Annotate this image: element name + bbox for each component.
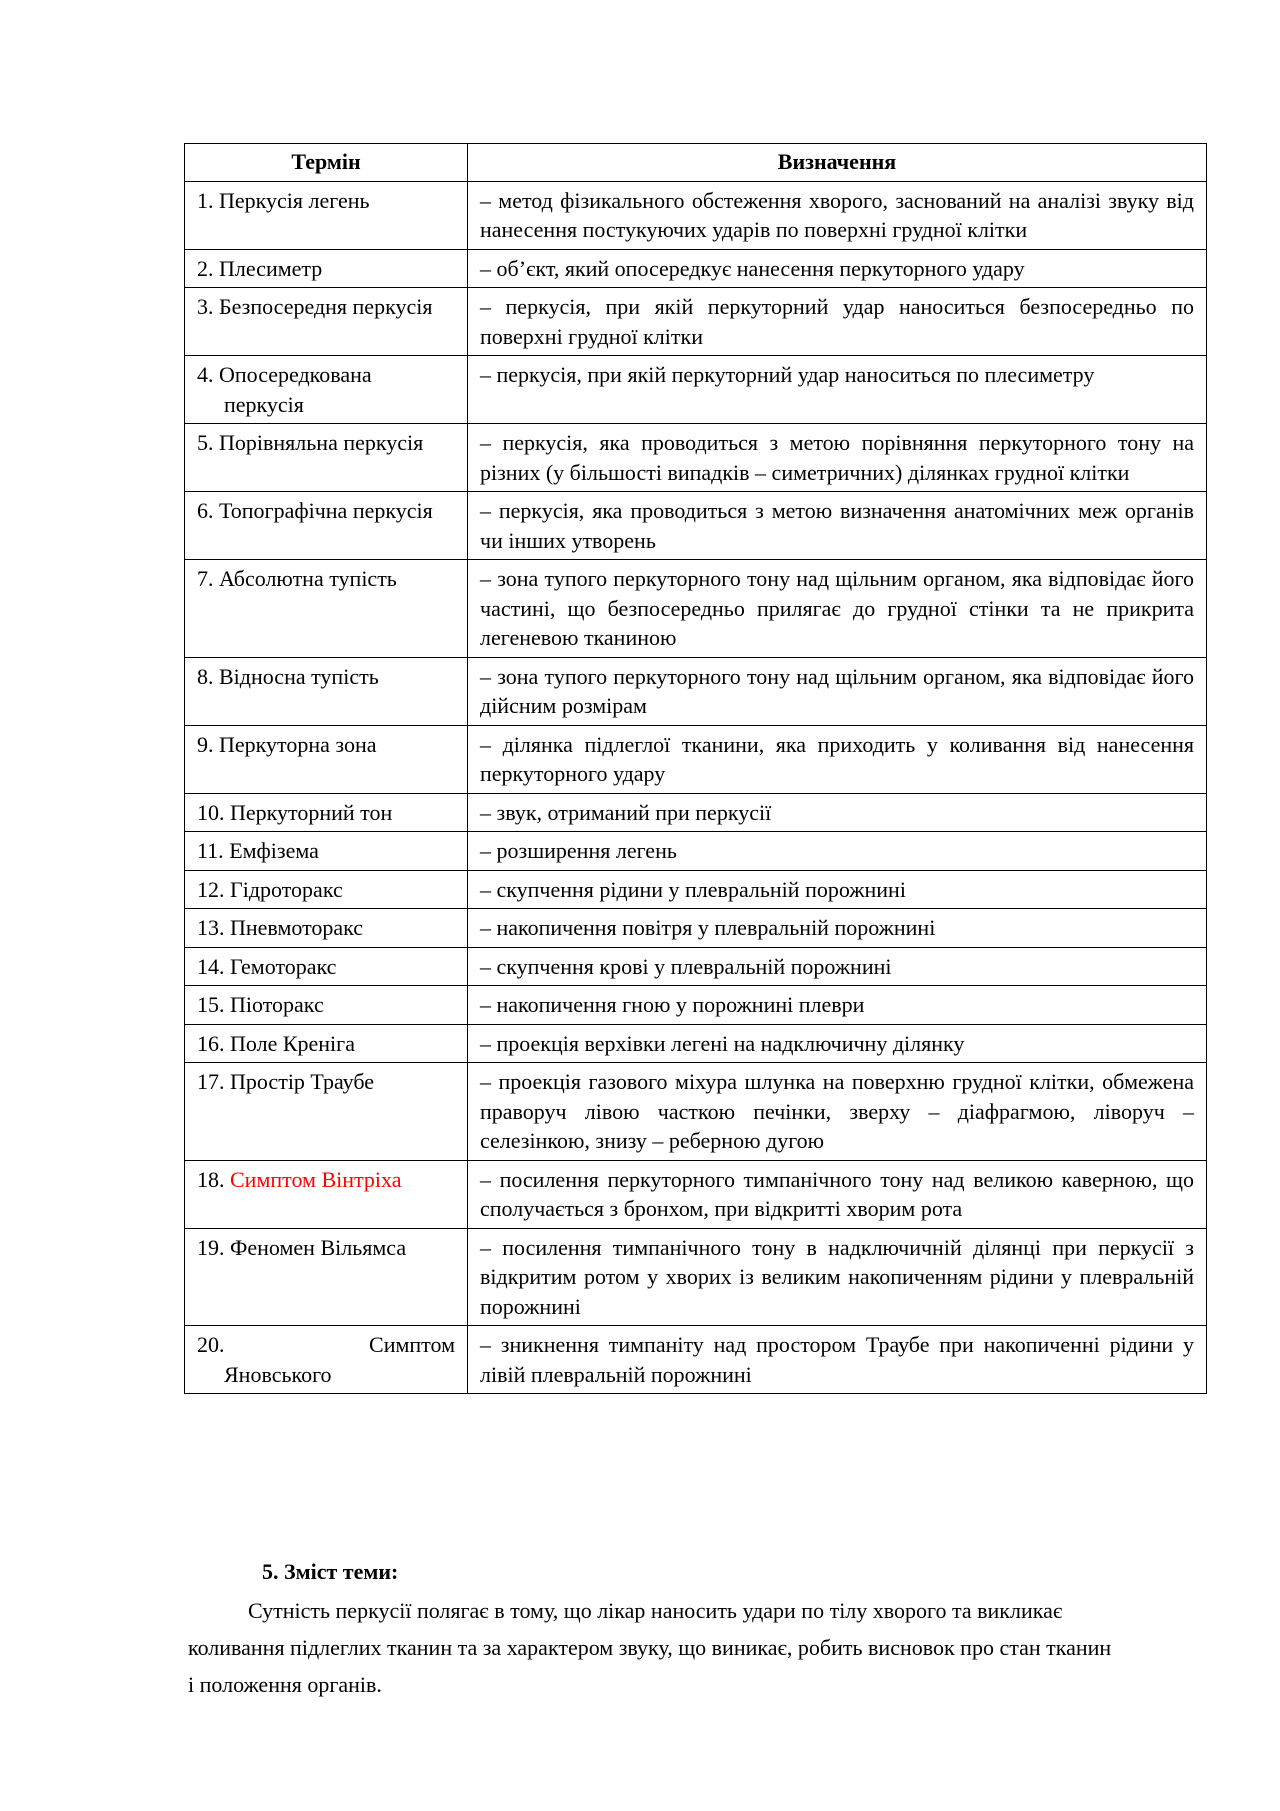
term-text: [197, 730, 455, 760]
term-number: 18.: [197, 1166, 225, 1192]
table-row: [185, 986, 1207, 1025]
definition-cell: – розширення легень: [468, 832, 1207, 871]
term-cell: [185, 181, 468, 249]
term-label: Перкуторний тон: [230, 799, 393, 825]
term-cell: [185, 793, 468, 832]
term-number: 4.: [197, 362, 214, 387]
definition-cell: – перкусія, при якій перкуторний удар наноситься безпосередньо по поверхні грудної клітки: [468, 288, 1207, 356]
term-label: Гідроторакс: [230, 876, 343, 902]
term-cell: [185, 1024, 468, 1063]
definition-cell: – перкусія, яка проводиться з метою порівняння перкуторного тону на різних (у більшості випадків – симетричних) ділянках грудної клітки: [468, 424, 1207, 492]
term-cell: [185, 288, 468, 356]
table-row: [185, 1326, 1207, 1394]
term-number: 5.: [197, 430, 214, 455]
table-row: [185, 249, 1207, 288]
table-row: [185, 657, 1207, 725]
table-row: [185, 909, 1207, 948]
definition-cell: – проекція газового міхура шлунка на поверхню грудної клітки, обмежена праворуч лівою часткою печінки, зверху – діафрагмою, ліворуч – селезінкою, знизу – реберною дугою: [468, 1063, 1207, 1161]
term-number: 2.: [197, 255, 214, 281]
term-text: [197, 186, 455, 216]
term-label-highlighted: Симптом Вінтріха: [230, 1166, 402, 1192]
term-label: Піоторакс: [230, 992, 324, 1017]
table-row: [185, 1160, 1207, 1228]
table-row: [185, 356, 1207, 424]
term-label: Симптом: [369, 1332, 455, 1357]
term-text: [197, 875, 455, 905]
term-cell: [185, 492, 468, 560]
table-row: [185, 1024, 1207, 1063]
definition-cell: – скупчення рідини у плевральній порожнині: [468, 870, 1207, 909]
table-row: [185, 725, 1207, 793]
term-number: 11.: [197, 838, 224, 863]
term-label: Поле Креніга: [230, 1030, 355, 1056]
term-number: 15.: [197, 992, 225, 1017]
definition-cell: – метод фізикального обстеження хворого, заснований на аналізі звуку від нанесення постукуючих ударів по поверхні грудної клітки: [468, 181, 1207, 249]
term-number: 6.: [197, 498, 214, 523]
term-label: Опосередкована перкусія: [219, 362, 372, 417]
term-number: 20.: [197, 1332, 225, 1357]
term-number: 9.: [197, 731, 214, 757]
table-row: [185, 181, 1207, 249]
table-row: [185, 947, 1207, 986]
term-text: [197, 662, 455, 692]
term-cell: [185, 424, 468, 492]
term-text: [197, 1233, 455, 1263]
term-number: 17.: [197, 1069, 225, 1094]
term-cell: [185, 1160, 468, 1228]
table-row: [185, 793, 1207, 832]
term-cell: [185, 249, 468, 288]
term-label-continued: Яновського: [224, 1361, 332, 1387]
term-label: Плесиметр: [219, 255, 323, 281]
definition-cell: – ділянка підлеглої тканини, яка приходить у коливання від нанесення перкуторного удару: [468, 725, 1207, 793]
term-number: 19.: [197, 1234, 225, 1260]
term-cell: [185, 832, 468, 871]
term-number: 14.: [197, 953, 225, 979]
definition-cell: – звук, отриманий при перкусії: [468, 793, 1207, 832]
paragraph-text: Сутність перкусії полягає в тому, що лікар наносить удари по тілу хворого та викликає коливання підлеглих тканин та за характером звуку, що виникає, робить висновок про стан тканин і положення органів.: [188, 1598, 1112, 1697]
definition-cell: – посилення тимпанічного тону в надключичній ділянці при перкусії з відкритим ротом у хворих із великим накопиченням рідини у плевральній порожнині: [468, 1228, 1207, 1326]
term-number: 10.: [197, 799, 225, 825]
definition-cell: – скупчення крові у плевральній порожнині: [468, 947, 1207, 986]
term-text: [197, 798, 455, 828]
term-label: Відносна тупість: [219, 663, 379, 689]
term-text: [197, 360, 455, 419]
term-text: [197, 990, 455, 1020]
term-number: 12.: [197, 876, 225, 902]
section-paragraph: [188, 1592, 1118, 1703]
term-cell: [185, 1326, 468, 1394]
term-label: Топографічна перкусія: [219, 498, 433, 523]
definition-cell: – проекція верхівки легені на надключичну ділянку: [468, 1024, 1207, 1063]
table-row: [185, 832, 1207, 871]
term-text: [197, 496, 455, 526]
term-label: Перкуторна зона: [219, 731, 377, 757]
term-cell: [185, 356, 468, 424]
term-text: [197, 254, 455, 284]
term-cell: [185, 909, 468, 948]
table-row: [185, 870, 1207, 909]
term-number: 3.: [197, 294, 214, 319]
term-label: Феномен Вільямса: [230, 1234, 407, 1260]
term-label: Пневмоторакс: [230, 915, 364, 940]
term-cell: [185, 657, 468, 725]
table-row: [185, 492, 1207, 560]
term-text: [197, 913, 455, 943]
definition-cell: – об’єкт, який опосередкує нанесення перкуторного удару: [468, 249, 1207, 288]
definition-cell: – зона тупого перкуторного тону над щільним органом, яка відповідає його дійсним розмірам: [468, 657, 1207, 725]
terms-table-body: [185, 181, 1207, 1394]
header-definition: Визначення: [468, 144, 1207, 182]
term-label: Порівняльна перкусія: [219, 430, 424, 455]
term-label: Безпосередня перкусія: [219, 294, 433, 319]
term-cell: [185, 986, 468, 1025]
term-text: [197, 564, 455, 594]
term-text: [197, 1165, 455, 1195]
header-term: Термін: [185, 144, 468, 182]
term-cell: [185, 725, 468, 793]
definition-cell: – посилення перкуторного тимпанічного тону над великою каверною, що сполучається з бронхом, при відкритті хворим рота: [468, 1160, 1207, 1228]
table-row: [185, 424, 1207, 492]
table-row: [185, 560, 1207, 658]
term-number: 7.: [197, 566, 214, 591]
term-text: [197, 428, 455, 458]
term-cell: [185, 1228, 468, 1326]
term-text: [197, 1067, 455, 1097]
definition-cell: – зона тупого перкуторного тону над щільним органом, яка відповідає його частині, що безпосередньо прилягає до грудної стінки та не прикрита легеневою тканиною: [468, 560, 1207, 658]
term-text: [197, 952, 455, 982]
term-number: 13.: [197, 915, 225, 940]
table-row: [185, 1063, 1207, 1161]
definition-cell: – перкусія, при якій перкуторний удар наноситься по плесиметру: [468, 356, 1207, 424]
table-row: [185, 1228, 1207, 1326]
definition-cell: – накопичення повітря у плевральній порожнині: [468, 909, 1207, 948]
term-label: Абсолютна тупість: [219, 566, 397, 591]
term-text: [197, 836, 455, 866]
term-text: [197, 292, 455, 322]
table-header-row: [185, 144, 1207, 182]
definition-cell: – накопичення гною у порожнині плеври: [468, 986, 1207, 1025]
section-title: 5. Зміст теми:: [262, 1559, 399, 1584]
term-number: 1.: [197, 187, 214, 213]
term-cell: [185, 947, 468, 986]
term-label: Емфізема: [229, 838, 319, 863]
term-line: [197, 1330, 455, 1360]
term-text: [197, 1029, 455, 1059]
term-cell: [185, 1063, 468, 1161]
table-row: [185, 288, 1207, 356]
term-label: Перкусія легень: [219, 187, 370, 213]
term-cell: [185, 560, 468, 658]
term-number: 8.: [197, 663, 214, 689]
term-label: Простір Траубе: [230, 1069, 375, 1094]
term-label: Гемоторакс: [230, 953, 337, 979]
definition-cell: – перкусія, яка проводиться з метою визначення анатомічних меж органів чи інших утворень: [468, 492, 1207, 560]
term-cell: [185, 870, 468, 909]
definition-cell: – зникнення тимпаніту над простором Траубе при накопиченні рідини у лівій плевральній порожнині: [468, 1326, 1207, 1394]
term-number: 16.: [197, 1030, 225, 1056]
terms-table: [184, 143, 1207, 1394]
